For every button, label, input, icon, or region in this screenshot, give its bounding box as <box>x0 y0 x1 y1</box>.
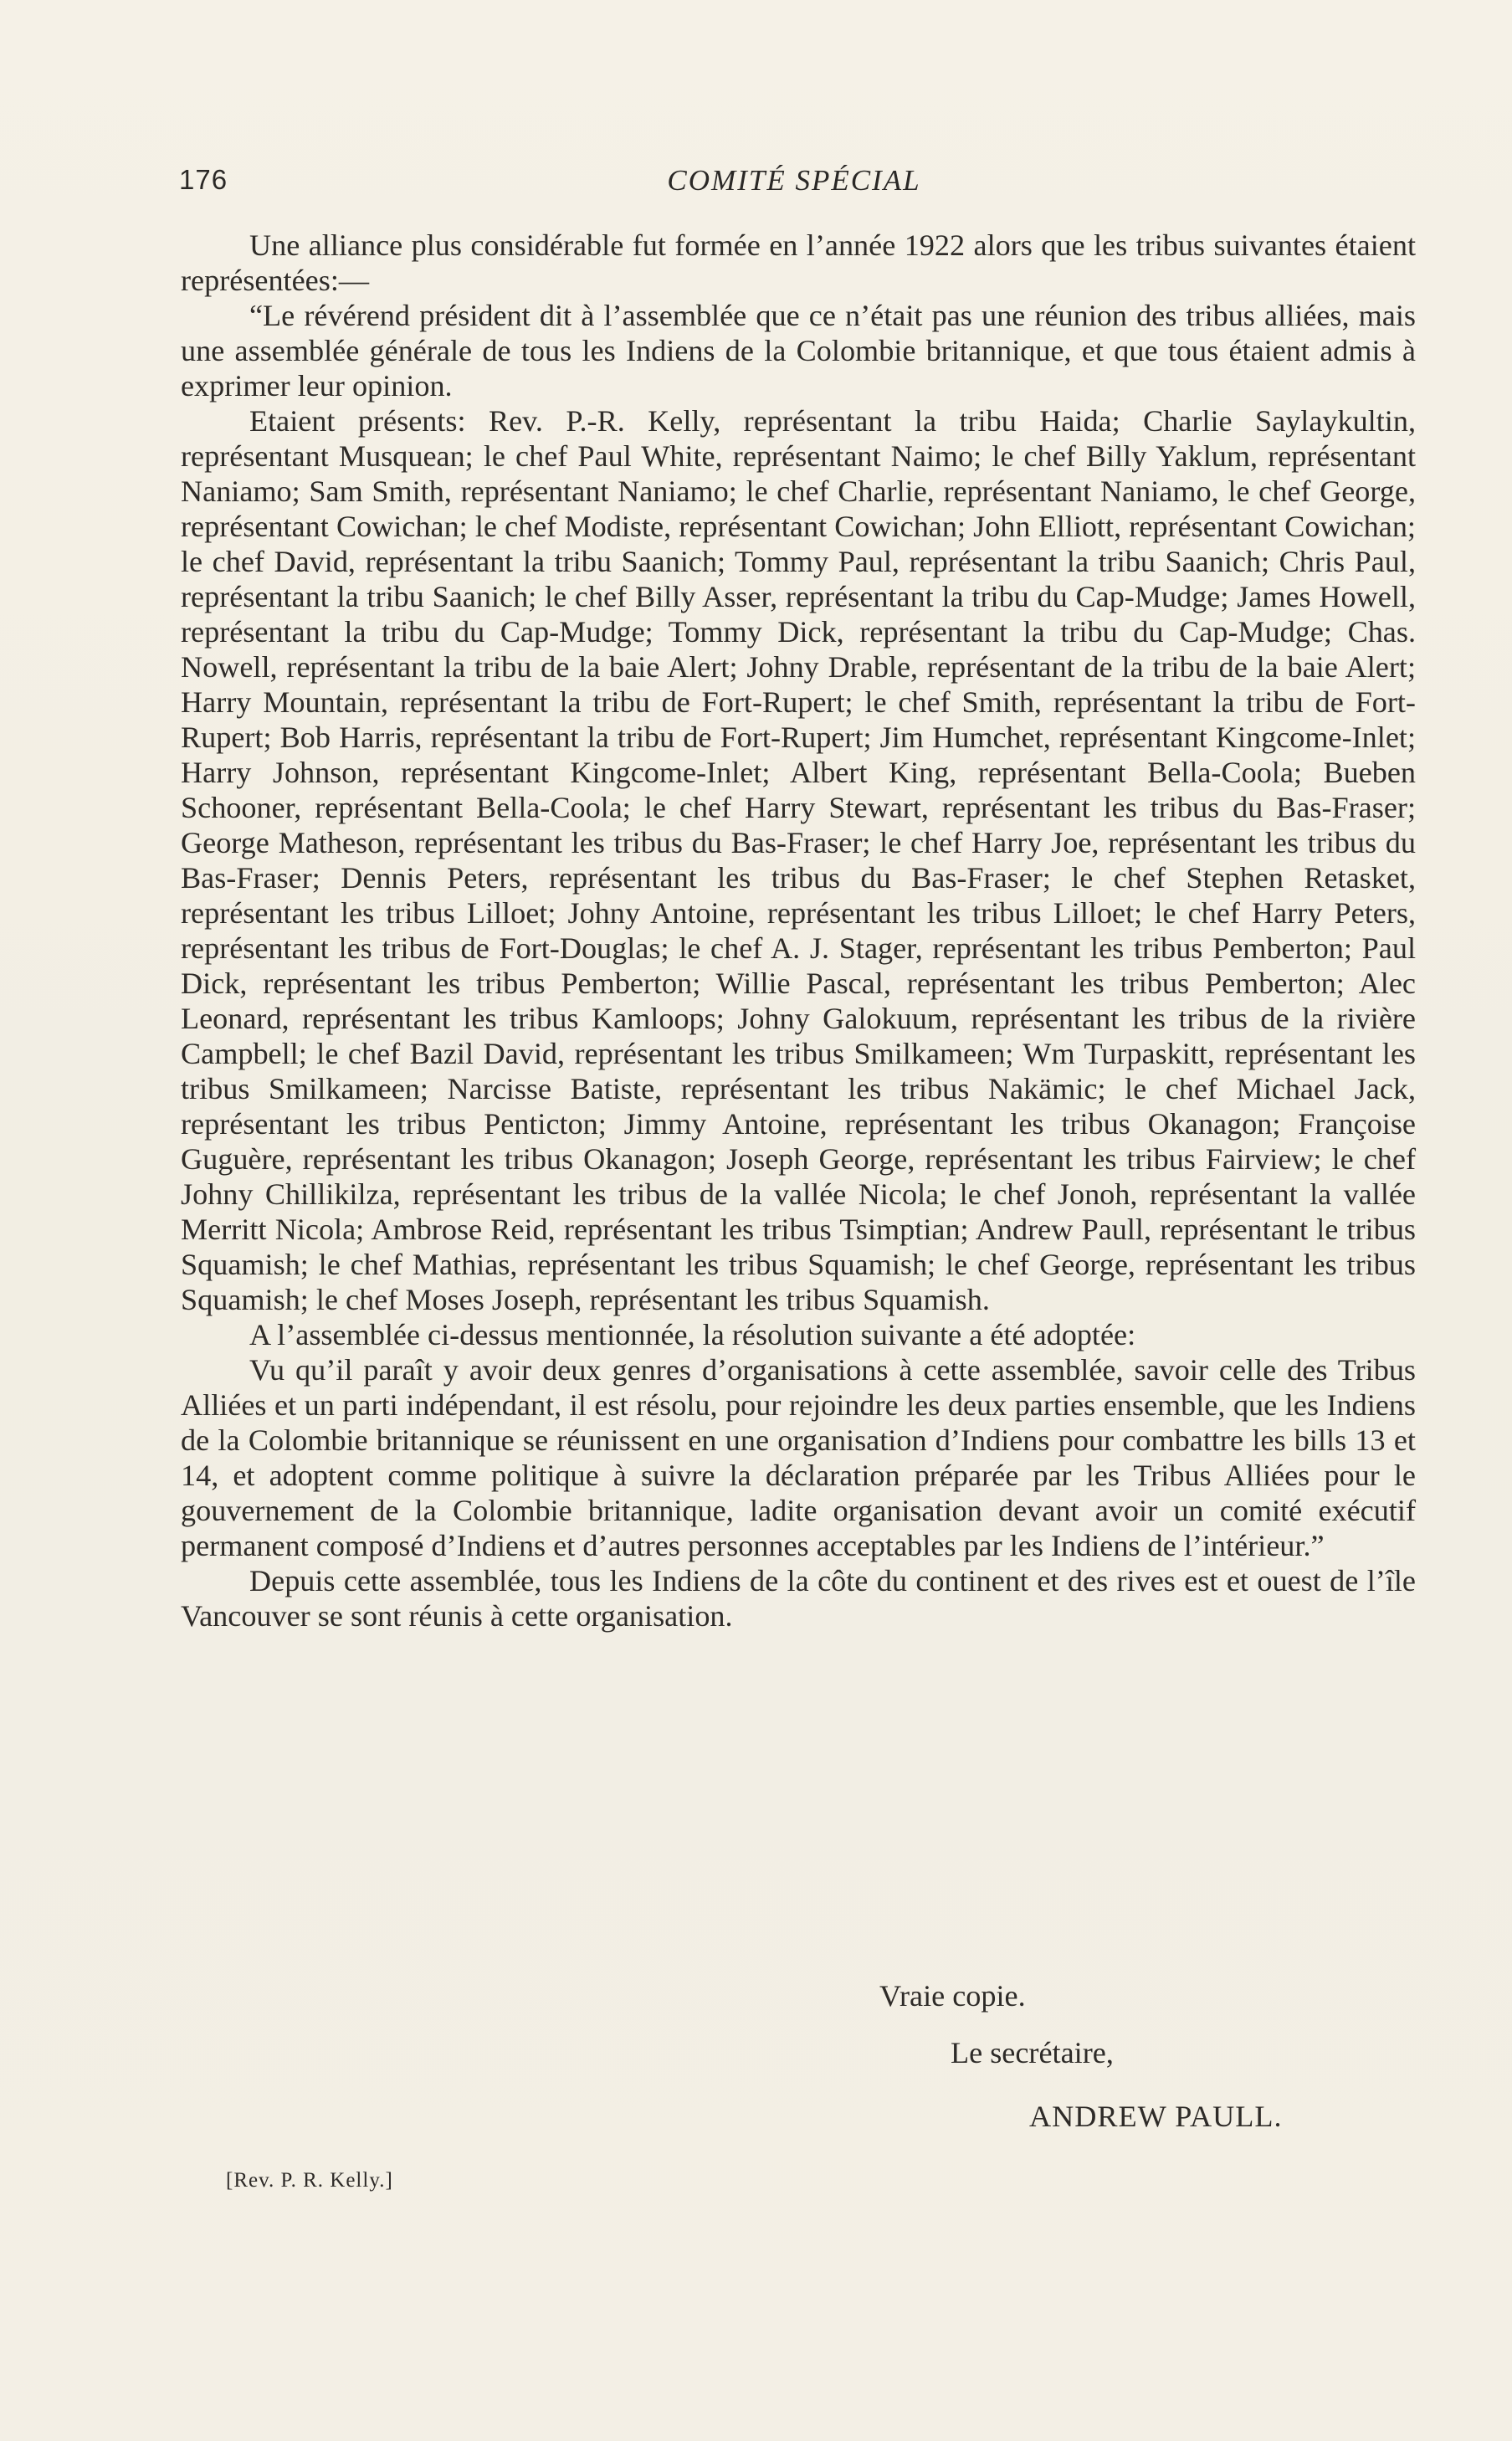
running-title: COMITÉ SPÉCIAL <box>667 164 921 197</box>
paragraph-intro: Une alliance plus considérable fut formée en l’année 1922 alors que les tribus suivantes étaient représentées:— <box>181 228 1416 297</box>
paragraph-attendees-list: Etaient présents: Rev. P.-R. Kelly, représentant la tribu Haida; Charlie Saylaykultin, représentant Musquean; le chef Paul White, représentant Naimo; le chef Billy Yaklum, représentant Naniamo; Sam Smith, représentant Naniamo; le chef Charlie, représentant Naniamo, le chef George, représentant Cowichan; le chef Modiste, représentant Cowichan; John Elliott, représentant Cowichan; le chef David, représentant la tribu Saanich; Tommy Paul, représentant la tribu Saanich; Chris Paul, représentant la tribu Saanich; le chef Billy Asser, représentant la tribu du Cap-Mudge; James Howell, représentant la tribu du Cap-Mudge; Tommy Dick, représentant la tribu du Cap-Mudge; Chas. Nowell, représentant la tribu de la baie Alert; Johny Drable, représentant de la tribu de la baie Alert; Harry Mountain, représentant la tribu de Fort-Rupert; le chef Smith, représentant la tribu de Fort-Rupert; Bob Harris, représentant la tribu de Fort-Rupert; Jim Humchet, représentant Kingcome-Inlet; Harry Johnson, représentant Kingcome-Inlet; Albert King, représentant Bella-Coola; Bueben Schooner, représentant Bella-Coola; le chef Harry Stewart, représentant les tribus du Bas-Fraser; George Matheson, représentant les tribus du Bas-Fraser; le chef Harry Joe, représentant les tribus du Bas-Fraser; Dennis Peters, représentant les tribus du Bas-Fraser; le chef Stephen Retasket, représentant les tribus Lilloet; Johny Antoine, représentant les tribus Lilloet; le chef Harry Peters, représentant les tribus de Fort-Douglas; le chef A. J. Stager, représentant les tribus Pemberton; Paul Dick, représentant les tribus Pemberton; Willie Pascal, représentant les tribus Pemberton; Alec Leonard, représentant les tribus Kamloops; Johny Galokuum, représentant les tribus de la rivière Campbell; le chef Bazil David, représentant les tribus Smilkameen; Wm Turpaskitt, représentant les tribus Smilkameen; Narcisse Batiste, représentant les tribus Nakämic; le chef Michael Jack, représentant les tribus Penticton; Jimmy Antoine, représentant les tribus Okanagon; Françoise Guguère, représentant les tribus Okanagon; Joseph George, représentant les tribus Fairview; le chef Johny Chillikilza, représentant les tribus de la vallée Nicola; le chef Jonoh, représentant la vallée Merritt Nicola; Ambrose Reid, représentant les tribus Tsimptian; Andrew Paull, représentant le tribus Squamish; le chef Mathias, représentant les tribus Squamish; le chef George, représentant les tribus Squamish; le chef Moses Joseph, représentant les tribus Squamish. <box>181 404 1416 1316</box>
page-header <box>179 164 1409 206</box>
page-number: 176 <box>179 164 228 195</box>
footnote: [Rev. P. R. Kelly.] <box>226 2169 393 2192</box>
paragraph-president-statement: “Le révérend président dit à l’assemblée que ce n’était pas une réunion des tribus alliées, mais une assemblée générale de tous les Indiens de la Colombie britannique, et que tous étaient admis à exprimer leur opinion. <box>181 299 1416 403</box>
paragraph-resolution-intro: A l’assemblée ci-dessus mentionnée, la résolution suivante a été adoptée: <box>249 1318 1136 1351</box>
secretary-role: Le secrétaire, <box>951 2036 1114 2069</box>
certification-text: Vraie copie. <box>879 1979 1026 2013</box>
paragraph-conclusion: Depuis cette assemblée, tous les Indiens de la côte du continent et des rives est et ouest de l’île Vancouver se sont réunis à cette organisation. <box>181 1564 1416 1633</box>
paragraph-resolution: Vu qu’il paraît y avoir deux genres d’organisations à cette assemblée, savoir celle des Tribus Alliées et un parti indépendant, il est résolu, pour rejoindre les deux parties ensemble, que les Indiens de la Colombie britannique se réunissent en une organisation d’Indiens pour combattre les bills 13 et 14, et adoptent comme politique à suivre la déclaration préparée par les Tribus Alliées pour le gouvernement de la Colombie britannique, ladite organisation devant avoir un comité exécutif permanent composé d’Indiens et d’autres personnes acceptables par les Indiens de l’intérieur.” <box>181 1353 1416 1562</box>
body-text <box>181 228 1416 1633</box>
signatory-name: ANDREW PAULL. <box>1029 2100 1283 2133</box>
